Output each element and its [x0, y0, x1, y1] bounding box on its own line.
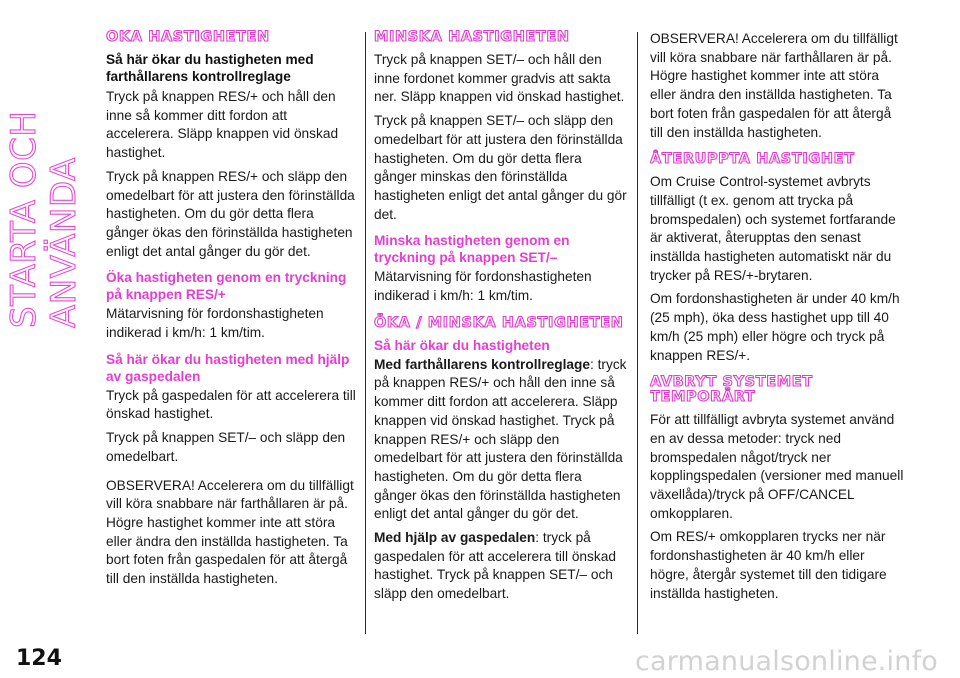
column-divider	[637, 32, 638, 634]
page-number: 124	[16, 646, 62, 671]
note-paragraph: OBSERVERA! Accelerera om du tillfälligt vill köra snabbare när farthållaren är på. Högre hastighet kommer inte att störa eller ändra den inställda hastigheten. Ta bort foten från gaspedalen för att återgå till den inställda hastigheten.	[650, 31, 898, 140]
section-side-tab	[6, 28, 82, 328]
heading-oka-hastigheten: ÖKA HASTIGHETEN	[106, 30, 270, 45]
paragraph: Med hjälp av gaspedalen: tryck på gaspedalen för att accelerera till önskad hastighet. Tryck på knappen SET/– och släpp den omedelbart.	[374, 530, 616, 602]
paragraph: Med farthållarens kontrollreglage: tryck på knappen RES/+ och håll den inne så kommer ditt fordon att accelerera. Släpp knappen vid önskad hastighet. Tryck på knappen RES/+ och släpp den omedelbart för att justera den förinställda hastigheten. Om du gör detta flera gånger ökas den förinställda hastigheten enligt det antal gånger du gör det.	[374, 356, 627, 522]
bold-lead: Med farthållarens kontrollreglage	[374, 356, 591, 372]
paragraph: Tryck på knappen SET/– och håll den inne fordonet kommer gradvis att sakta ner. Släpp knappen vid önskad hastighet.	[374, 52, 625, 105]
paragraph: Mätarvisning för fordonshastigheten indikerad i km/h: 1 km/tim.	[106, 306, 324, 341]
section-title: STARTA OCH ANVÄNDA	[4, 110, 84, 328]
watermark: carmanualsonline.info	[635, 646, 938, 677]
paragraph: Mätarvisning för fordonshastigheten indikerad i km/h: 1 km/tim.	[374, 269, 592, 304]
subheading-sa-har-okar: Så här ökar du hastigheten	[374, 337, 550, 353]
column-divider	[365, 32, 366, 634]
paragraph: Om RES/+ omkopplaren trycks ner när fordonshastigheten är 40 km/h eller högre, återgår systemet till den tidigare inställda hastigheten.	[650, 529, 887, 601]
column-right	[650, 30, 906, 632]
column-left	[106, 30, 358, 632]
column-middle	[374, 30, 628, 632]
paragraph: Tryck på knappen SET/– och släpp den omedelbart.	[106, 430, 346, 464]
paragraph: Tryck på knappen SET/– och släpp den omedelbart för att justera den förinställda hastigheten. Om du gör detta flera gånger minskas den förinställda hastigheten enligt det antal gånger du gör det.	[374, 113, 627, 222]
paragraph: Tryck på gaspedalen för att accelerera till önskad hastighet.	[106, 387, 356, 422]
note-paragraph: OBSERVERA! Accelerera om du tillfälligt vill köra snabbare när farthållaren är på. Högre hastighet kommer inte att störa eller ändra den inställda hastigheten. Ta bort foten från gaspedalen för att återgå till den inställda hastigheten.	[106, 477, 354, 587]
paragraph: Om Cruise Control-systemet avbryts tillfälligt (t ex. genom att trycka på bromspedalen) och systemet fortfarande är aktiverat, återupptas den senast inställda hastigheten automatiskt när du trycker på RES/+-brytaren.	[650, 174, 896, 283]
heading-avbryt-systemet: AVBRYT SYSTEMET TEMPORÄRT	[650, 374, 813, 406]
paragraph: Tryck på knappen RES/+ och släpp den omedelbart för att justera den förinställda hastigheten. Om du gör detta flera gånger ökas den förinställda hastigheten enligt det antal gånger du gör det.	[106, 168, 355, 259]
paragraph: Om fordonshastigheten är under 40 km/h (25 mph), öka dess hastighet upp till 40 km/h (25 mph) eller högre och tryck på knappen RES/+.	[650, 291, 900, 363]
paragraph: Tryck på knappen RES/+ och håll den inne så kommer ditt fordon att accelerera. Släpp knappen vid önskad hastighet.	[106, 89, 339, 161]
heading-oka-minska: ÖKA / MINSKA HASTIGHETEN	[374, 314, 624, 331]
subheading-tryckning-res: Öka hastigheten genom en tryckning på knappen RES/+	[106, 270, 347, 303]
bold-lead: Med hjälp av gaspedalen	[374, 530, 536, 546]
heading-ateruppta-hastighet: ÅTERUPPTA HASTIGHET	[650, 151, 855, 168]
subheading-gaspedalen: Så här ökar du hastigheten med hjälp av gaspedalen	[106, 351, 350, 384]
heading-minska-hastigheten: MINSKA HASTIGHETEN	[374, 30, 570, 45]
subheading-tryckning-set: Minska hastigheten genom en tryckning på knappen SET/–	[374, 233, 570, 266]
paragraph: För att tillfälligt avbryta systemet använd en av dessa metoder: tryck ned bromspedalen något/tryck ner kopplingspedalen (versioner med manuell växellåda)/tryck på OFF/CANCEL omkopplaren.	[650, 412, 904, 521]
subheading-kontrollreglage: Så här ökar du hastigheten med farthållarens kontrollreglage	[106, 52, 314, 84]
